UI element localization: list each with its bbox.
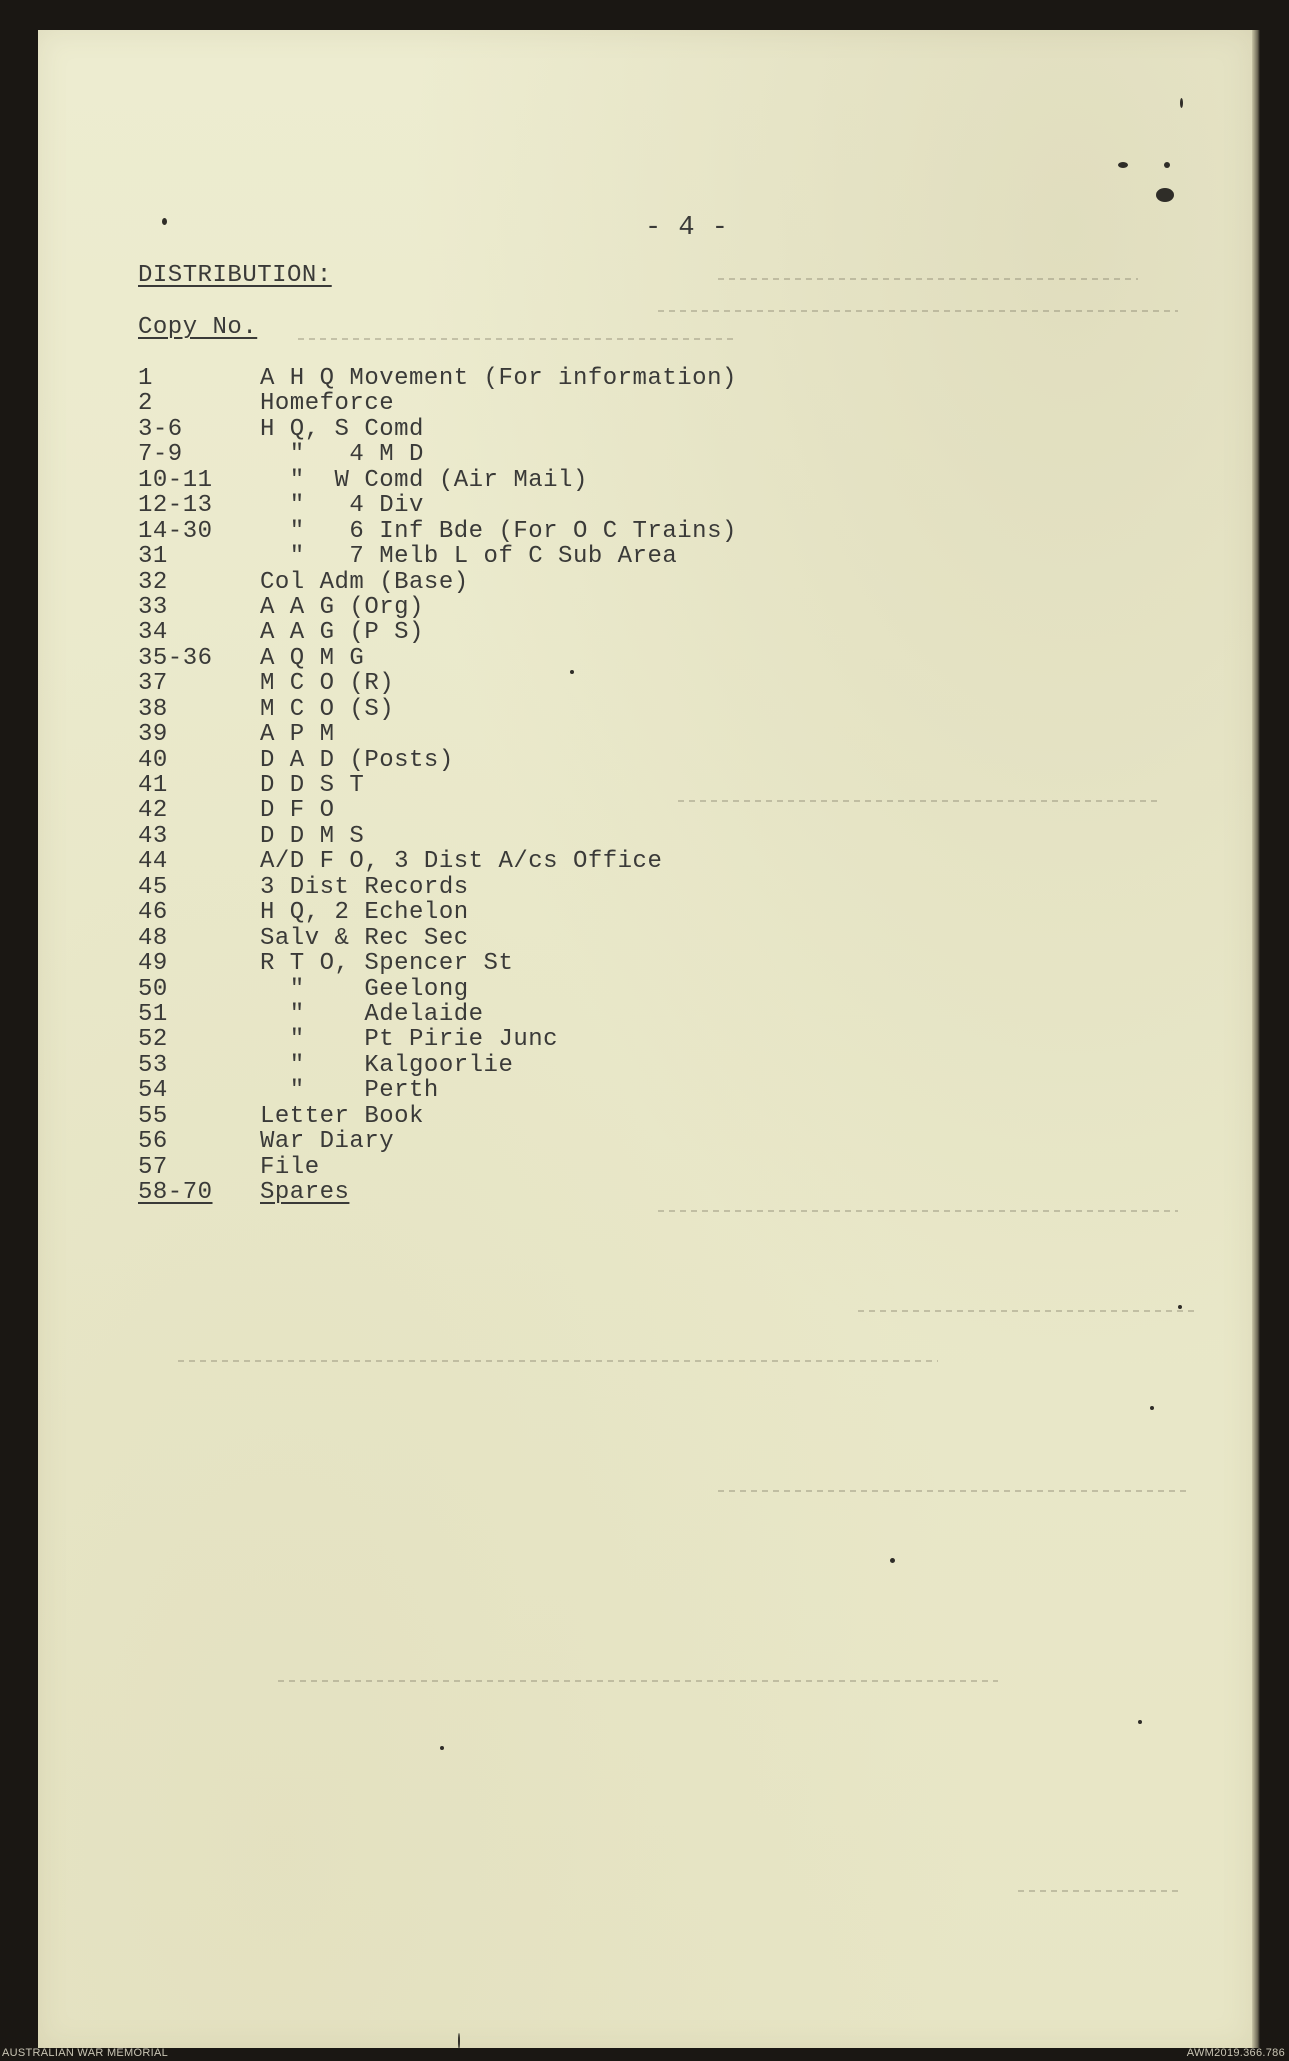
recipient: Letter Book [260,1102,424,1130]
copy-number: 12-13 [138,492,213,520]
copy-number: 55 [138,1102,168,1130]
recipient: H Q, S Comd [260,415,424,443]
ink-speck [458,2033,460,2049]
ink-speck [1118,162,1128,168]
recipient: A/D F O, 3 Dist A/cs Office [260,848,663,876]
recipient: M C O (S) [260,695,395,723]
recipient: " Pt Pirie Junc [260,1026,559,1054]
bleed-through-mark [1018,1890,1178,1892]
recipient: D D M S [260,822,365,850]
ink-speck [1180,98,1183,108]
ink-speck [1156,188,1174,202]
copy-number: 57 [138,1153,168,1181]
bleed-through-mark [278,1680,998,1682]
copy-number: 41 [138,772,168,799]
copy-number: 3-6 [138,415,183,443]
ink-speck [1150,1406,1154,1410]
bleed-through-mark [298,338,738,340]
copy-number: 40 [138,746,168,774]
distribution-heading: DISTRIBUTION: [138,262,332,289]
copy-number-heading: Copy No. [138,314,258,341]
bleed-through-mark [718,1490,1188,1492]
archive-reference: AWM2019.366.786 [1186,2047,1285,2059]
ink-speck [890,1558,895,1563]
copy-number: 50 [138,975,168,1003]
ink-speck [570,670,574,674]
typewritten-page [38,30,1252,2048]
recipient: " W Comd (Air Mail) [260,466,588,494]
recipient: " 4 Div [260,492,424,520]
bleed-through-mark [858,1310,1198,1312]
copy-number: 32 [138,568,168,596]
copy-number: 58-70 [138,1179,213,1206]
recipient: A P M [260,721,335,749]
ink-speck [162,218,167,225]
ink-speck [1164,162,1170,168]
copy-number: 10-11 [138,466,213,494]
copy-number: 48 [138,924,168,952]
bleed-through-mark [718,278,1138,280]
copy-number: 31 [138,543,168,571]
copy-number: 44 [138,848,168,876]
bleed-through-mark [658,1210,1178,1212]
recipient: " 6 Inf Bde (For O C Trains) [260,517,737,545]
copy-number: 52 [138,1026,168,1054]
copy-number: 49 [138,950,168,978]
recipient: D A D (Posts) [260,746,454,774]
copy-number: 37 [138,670,168,698]
copy-number: 42 [138,797,168,825]
copy-number: 39 [138,721,168,749]
copy-number: 54 [138,1077,168,1105]
copy-number: 56 [138,1128,168,1156]
copy-number: 43 [138,822,168,850]
recipient: " Perth [260,1077,439,1105]
recipient: M C O (R) [260,670,395,698]
recipient: A A G (P S) [260,619,424,647]
recipient: " 7 Melb L of C Sub Area [260,543,678,571]
recipient: File [260,1153,320,1181]
copy-number: 53 [138,1051,168,1079]
recipient: " 4 M D [260,441,424,469]
copy-number: 33 [138,593,168,621]
page-number: - 4 - [645,213,729,243]
recipient: War Diary [260,1128,395,1156]
copy-number: 45 [138,873,168,901]
bleed-through-mark [178,1360,938,1362]
recipient: " Geelong [260,975,469,1003]
copy-number: 35-36 [138,644,213,672]
copy-number: 51 [138,1000,168,1028]
recipient: A A G (Org) [260,593,424,621]
copy-number: 34 [138,619,168,647]
recipient: Spares [260,1179,350,1206]
bleed-through-mark [678,800,1158,802]
copy-number: 14-30 [138,517,213,545]
recipient: " Adelaide [260,1000,484,1028]
recipient: D D S T [260,772,365,799]
archive-credit: AUSTRALIAN WAR MEMORIAL [2,2047,169,2059]
recipient: R T O, Spencer St [260,950,514,978]
copy-number: 46 [138,899,168,927]
copy-number: 38 [138,695,168,723]
ink-speck [1178,1305,1182,1309]
recipient: Salv & Rec Sec [260,924,469,952]
ink-speck [1138,1720,1142,1724]
recipient: A Q M G [260,644,365,672]
recipient: Homeforce [260,390,395,418]
ink-speck [440,1746,444,1750]
recipient: Col Adm (Base) [260,568,469,596]
copy-number: 2 [138,390,153,418]
recipient: D F O [260,797,335,825]
bleed-through-mark [658,310,1178,312]
recipient: " Kalgoorlie [260,1051,514,1079]
paper-edge-shadow [1252,30,1260,2048]
copy-number: 7-9 [138,441,183,469]
copy-number: 1 [138,365,153,392]
recipient: H Q, 2 Echelon [260,899,469,927]
recipient: A H Q Movement (For information) [260,365,737,392]
recipient: 3 Dist Records [260,873,469,901]
